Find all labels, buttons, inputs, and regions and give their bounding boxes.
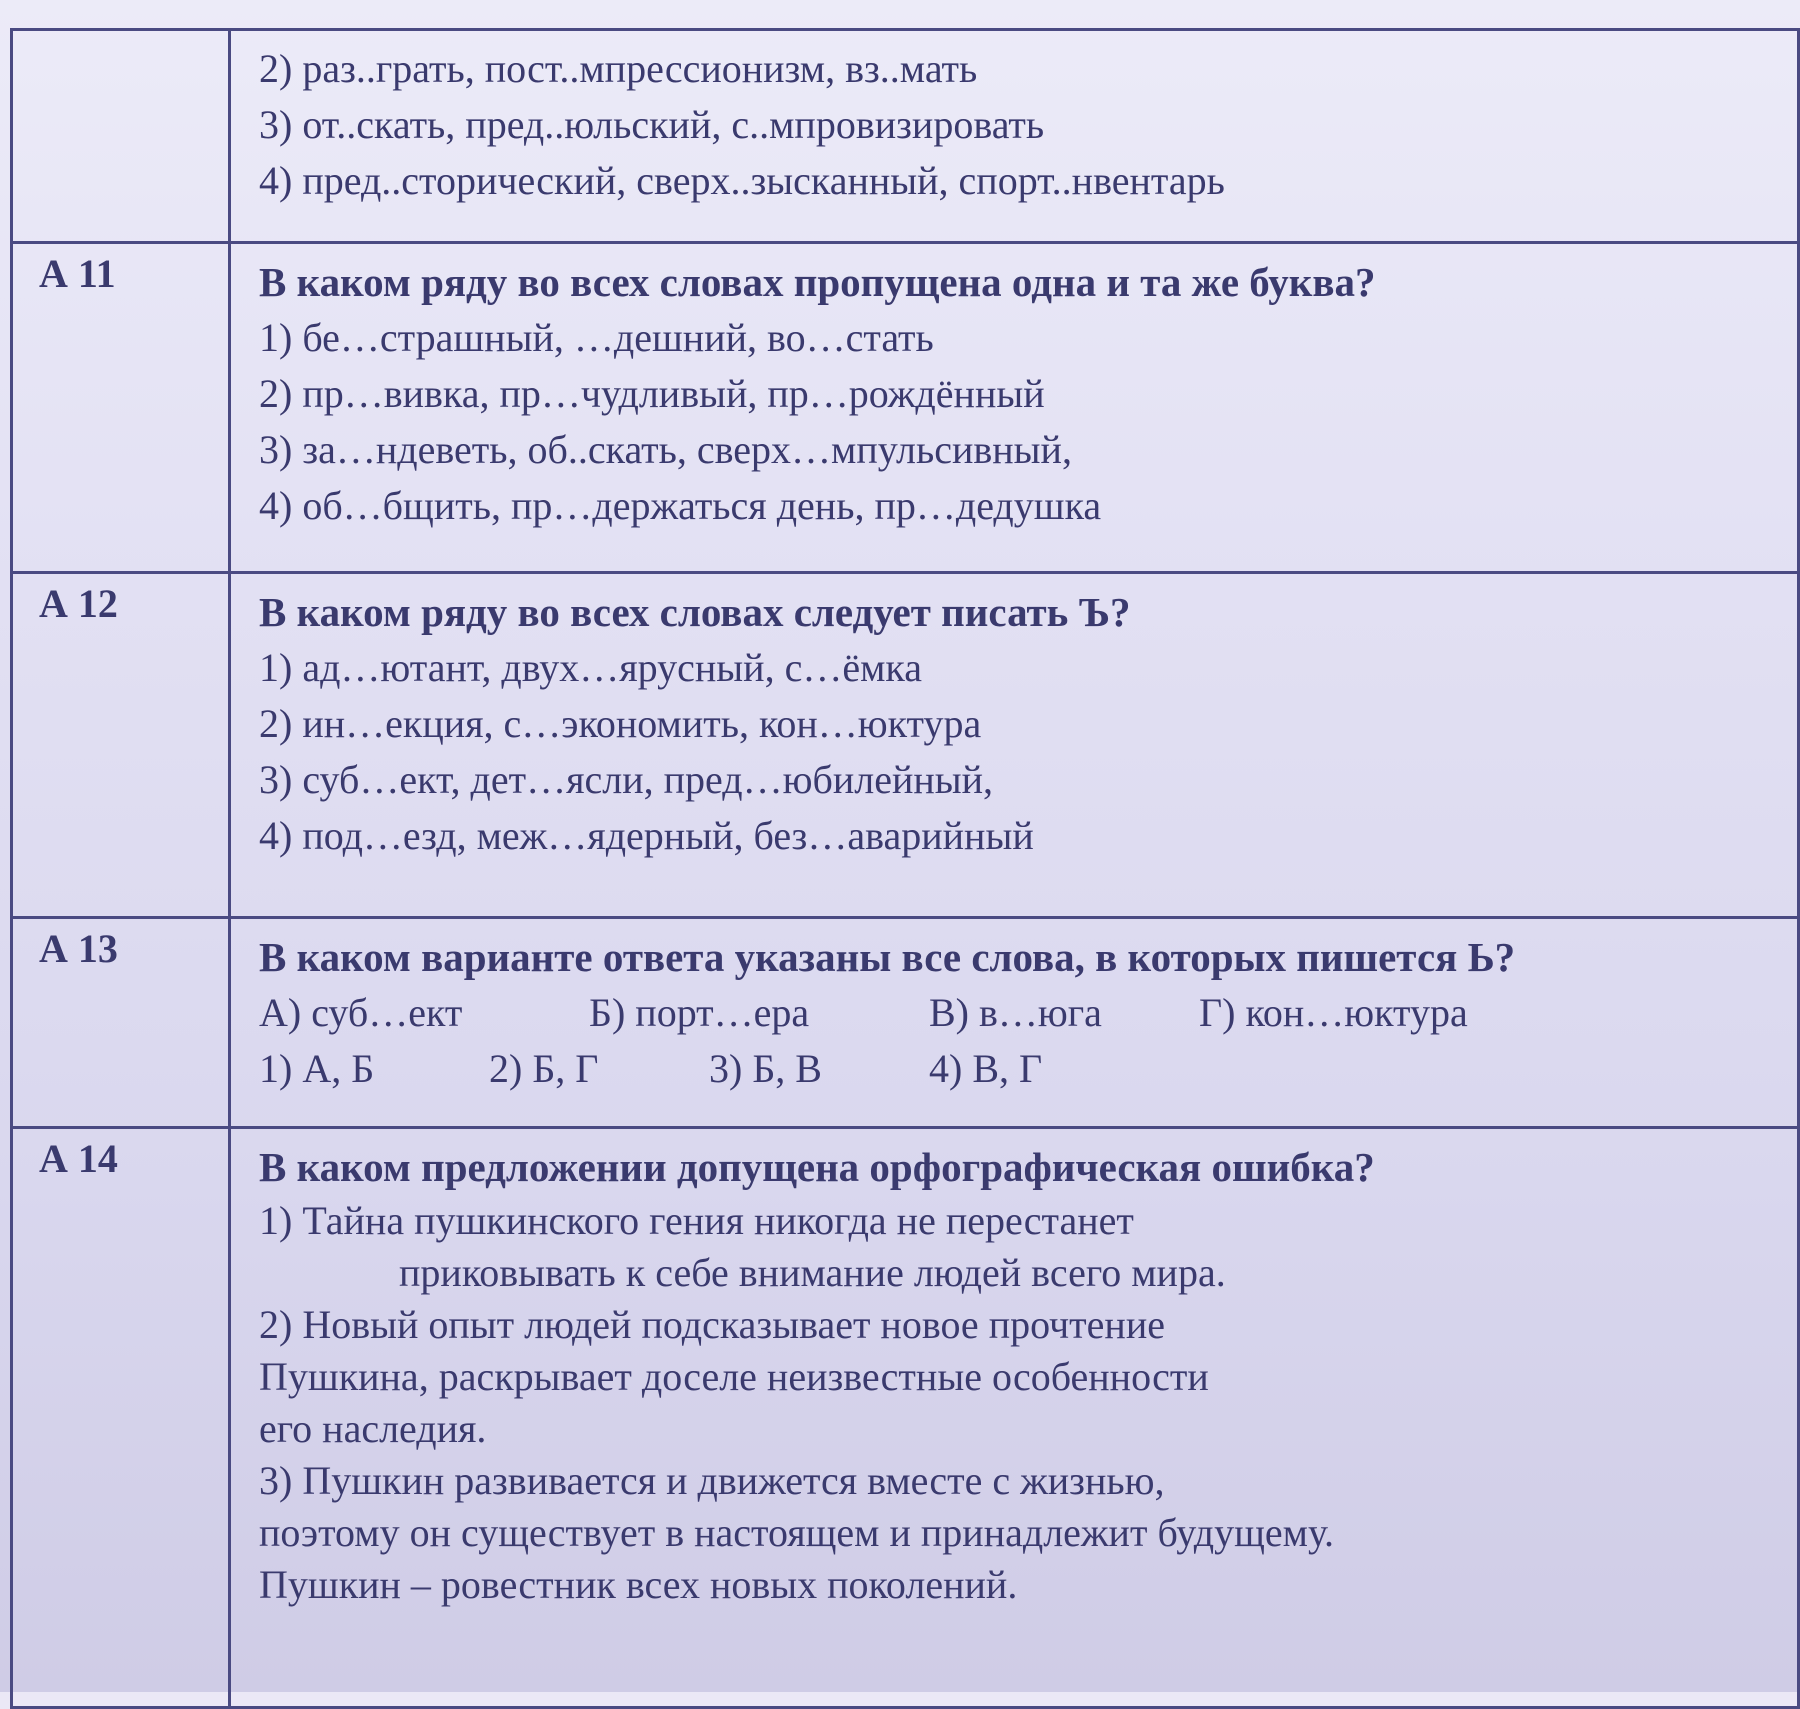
word-item: Г) кон…юктура (1199, 990, 1468, 1035)
sentence-line: 2) Новый опыт людей подсказывает новое прочтение (259, 1302, 1165, 1347)
task-row (12, 918, 1799, 1128)
task-body (230, 30, 1799, 243)
task-body (230, 243, 1799, 573)
answer-option: 4) В, Г (929, 1046, 1043, 1091)
answer-option: 2) ин…екция, с…экономить, кон…юктура (259, 701, 982, 746)
task-question: В каком ряду во всех словах следует писать Ъ? (259, 589, 1131, 635)
sentence-option (259, 1455, 1797, 1611)
answer-option: 2) Б, Г (489, 1046, 599, 1091)
task-number: А 11 (12, 243, 230, 573)
task-row (12, 30, 1799, 243)
answer-option: 3) за…ндеветь, об..скать, сверх…мпульсивный, (259, 427, 1072, 472)
task-number: А 14 (12, 1128, 230, 1708)
answer-option: 2) пр…вивка, пр…чудливый, пр…рождённый (259, 371, 1045, 416)
answer-option: 2) раз..грать, пост..мпрессионизм, вз..мать (259, 46, 978, 91)
sentence-line: поэтому он существует в настоящем и принадлежит будущему. (259, 1510, 1334, 1555)
answer-option: 1) ад…ютант, двух…ярусный, с…ёмка (259, 645, 922, 690)
word-list (259, 985, 1797, 1041)
task-body (230, 1128, 1799, 1708)
answer-option: 1) А, Б (259, 1046, 375, 1091)
answer-option: 4) под…езд, меж…ядерный, без…аварийный (259, 813, 1034, 858)
sentence-line: Пушкина, раскрывает доселе неизвестные особенности (259, 1354, 1209, 1399)
answer-list (259, 1041, 1797, 1097)
word-item: Б) порт…ера (589, 990, 810, 1035)
answer-option: 3) от..скать, пред..юльский, с..мпровизировать (259, 102, 1045, 147)
sentence-line: приковывать к себе внимание людей всего мира. (399, 1250, 1226, 1295)
answer-option: 4) об…бщить, пр…держаться день, пр…дедушка (259, 483, 1102, 528)
sentence-option (259, 1299, 1797, 1455)
sentence-line: 3) Пушкин развивается и движется вместе с жизнью, (259, 1458, 1165, 1503)
task-number: А 13 (12, 918, 230, 1128)
answer-option: 3) суб…ект, дет…ясли, пред…юбилейный, (259, 757, 994, 802)
tasks-table (10, 28, 1800, 1709)
task-body (230, 573, 1799, 918)
word-item: А) суб…ект (259, 990, 463, 1035)
task-question: В каком варианте ответа указаны все слова, в которых пишется Ь? (259, 934, 1516, 980)
task-number: А 12 (12, 573, 230, 918)
sentence-line: Пушкин – ровестник всех новых поколений. (259, 1562, 1018, 1607)
answer-option: 3) Б, В (709, 1046, 822, 1091)
word-item: В) в…юга (929, 990, 1102, 1035)
answer-option: 4) пред..сторический, сверх..зысканный, спорт..нвентарь (259, 158, 1225, 203)
sentence-option (259, 1195, 1797, 1299)
task-question: В каком ряду во всех словах пропущена одна и та же буква? (259, 259, 1376, 305)
task-question: В каком предложении допущена орфографическая ошибка? (259, 1144, 1375, 1190)
answer-option: 1) бе…страшный, …дешний, во…стать (259, 315, 934, 360)
task-row (12, 243, 1799, 573)
task-row (12, 573, 1799, 918)
task-row (12, 1128, 1799, 1708)
sentence-line: 1) Тайна пушкинского гения никогда не перестанет (259, 1198, 1134, 1243)
sentence-line: его наследия. (259, 1406, 487, 1451)
task-body (230, 918, 1799, 1128)
task-number (12, 30, 230, 243)
